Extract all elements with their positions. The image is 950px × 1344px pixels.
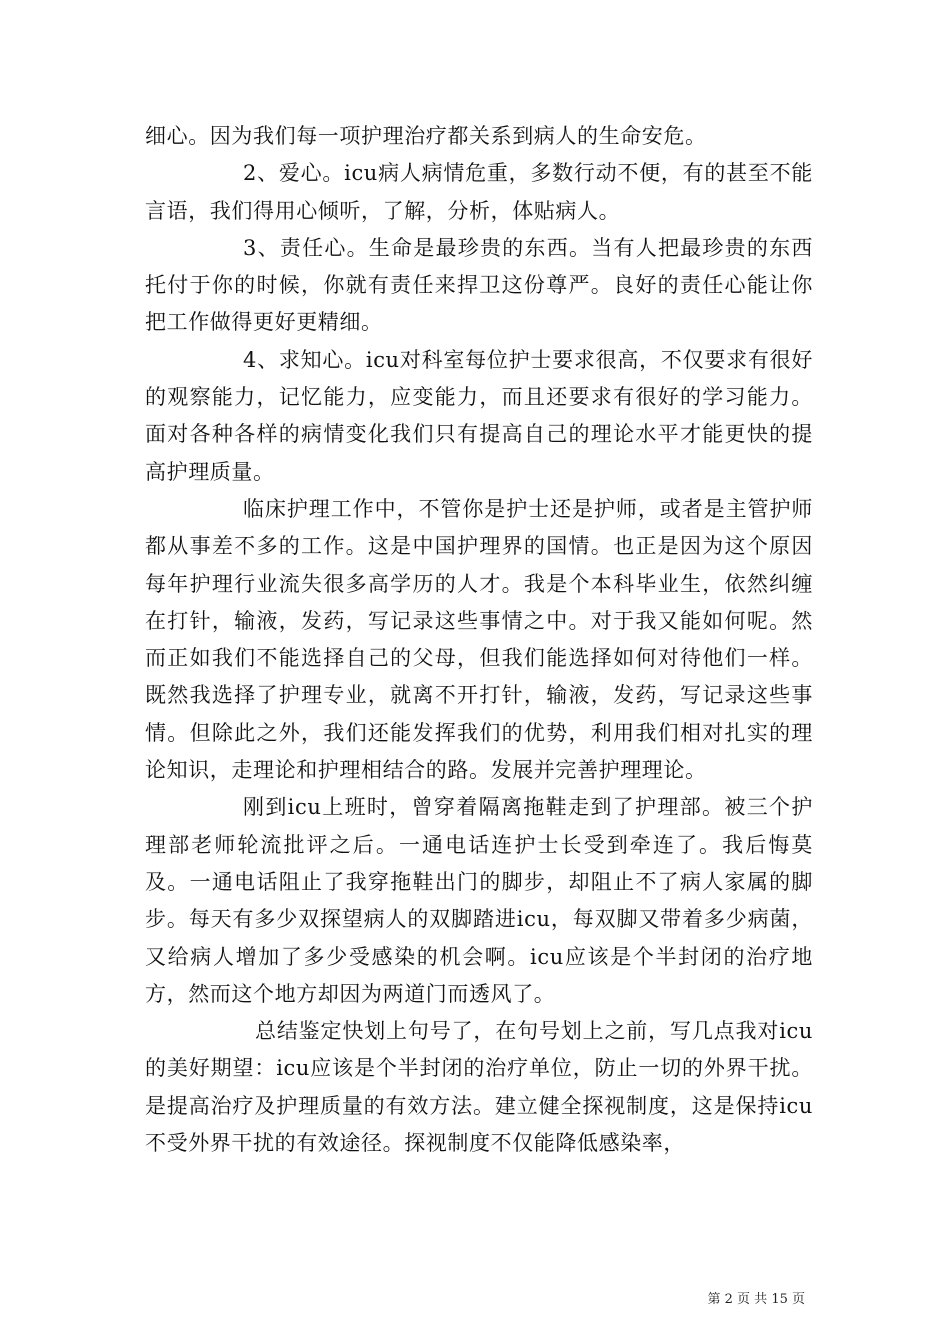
paragraph-summary-expectations: 总结鉴定快划上句号了，在句号划上之前，写几点我对icu的美好期望：icu应该是个半封闭的治疗单位，防止一切的外界干扰。是提高治疗及护理质量的有效方法。建立健全探视制度，这是保持icu不受外界干扰的有效途径。探视制度不仅能降低感染率， — [145, 1019, 813, 1156]
paragraph-love: 2、爱心。icu病人病情危重，多数行动不便，有的甚至不能言语，我们得用心倾听，了解，分析，体贴病人。 — [145, 161, 813, 223]
paragraph-icu-slippers: 刚到icu上班时，曾穿着隔离拖鞋走到了护理部。被三个护理部老师轮流批评之后。一通电话连护士长受到牵连了。我后悔莫及。一通电话阻止了我穿拖鞋出门的脚步，却阻止不了病人家属的脚步。每天有多少双探望病人的双脚踏进icu，每双脚又带着多少病菌，又给病人增加了多少受感染的机会啊。icu应该是个半封闭的治疗地方，然而这个地方却因为两道门而透风了。 — [145, 795, 813, 1006]
paragraph-curiosity: 4、求知心。icu对科室每位护士要求很高，不仅要求有很好的观察能力，记忆能力，应变能力，而且还要求有很好的学习能力。面对各种各样的病情变化我们只有提高自己的理论水平才能更快的提高护理质量。 — [145, 347, 813, 484]
document-body — [145, 118, 813, 1162]
paragraph-clinical-nursing: 临床护理工作中，不管你是护士还是护师，或者是主管护师都从事差不多的工作。这是中国护理界的国情。也正是因为这个原因每年护理行业流失很多高学历的人才。我是个本科毕业生，依然纠缠在打针，输液，发药，写记录这些事情之中。对于我又能如何呢。然而正如我们不能选择自己的父母，但我们能选择如何对待他们一样。既然我选择了护理专业，就离不开打针，输液，发药，写记录这些事情。但除此之外，我们还能发挥我们的优势，利用我们相对扎实的理论知识，走理论和护理相结合的路。发展并完善护理理论。 — [145, 496, 813, 783]
page-footer: 第 2 页 共 15 页 — [707, 1292, 805, 1307]
paragraph-responsibility: 3、责任心。生命是最珍贵的东西。当有人把最珍贵的东西托付于你的时候，你就有责任来捍卫这份尊严。良好的责任心能让你把工作做得更好更精细。 — [145, 235, 813, 335]
paragraph-continuation: 细心。因为我们每一项护理治疗都关系到病人的生命安危。 — [145, 124, 707, 148]
